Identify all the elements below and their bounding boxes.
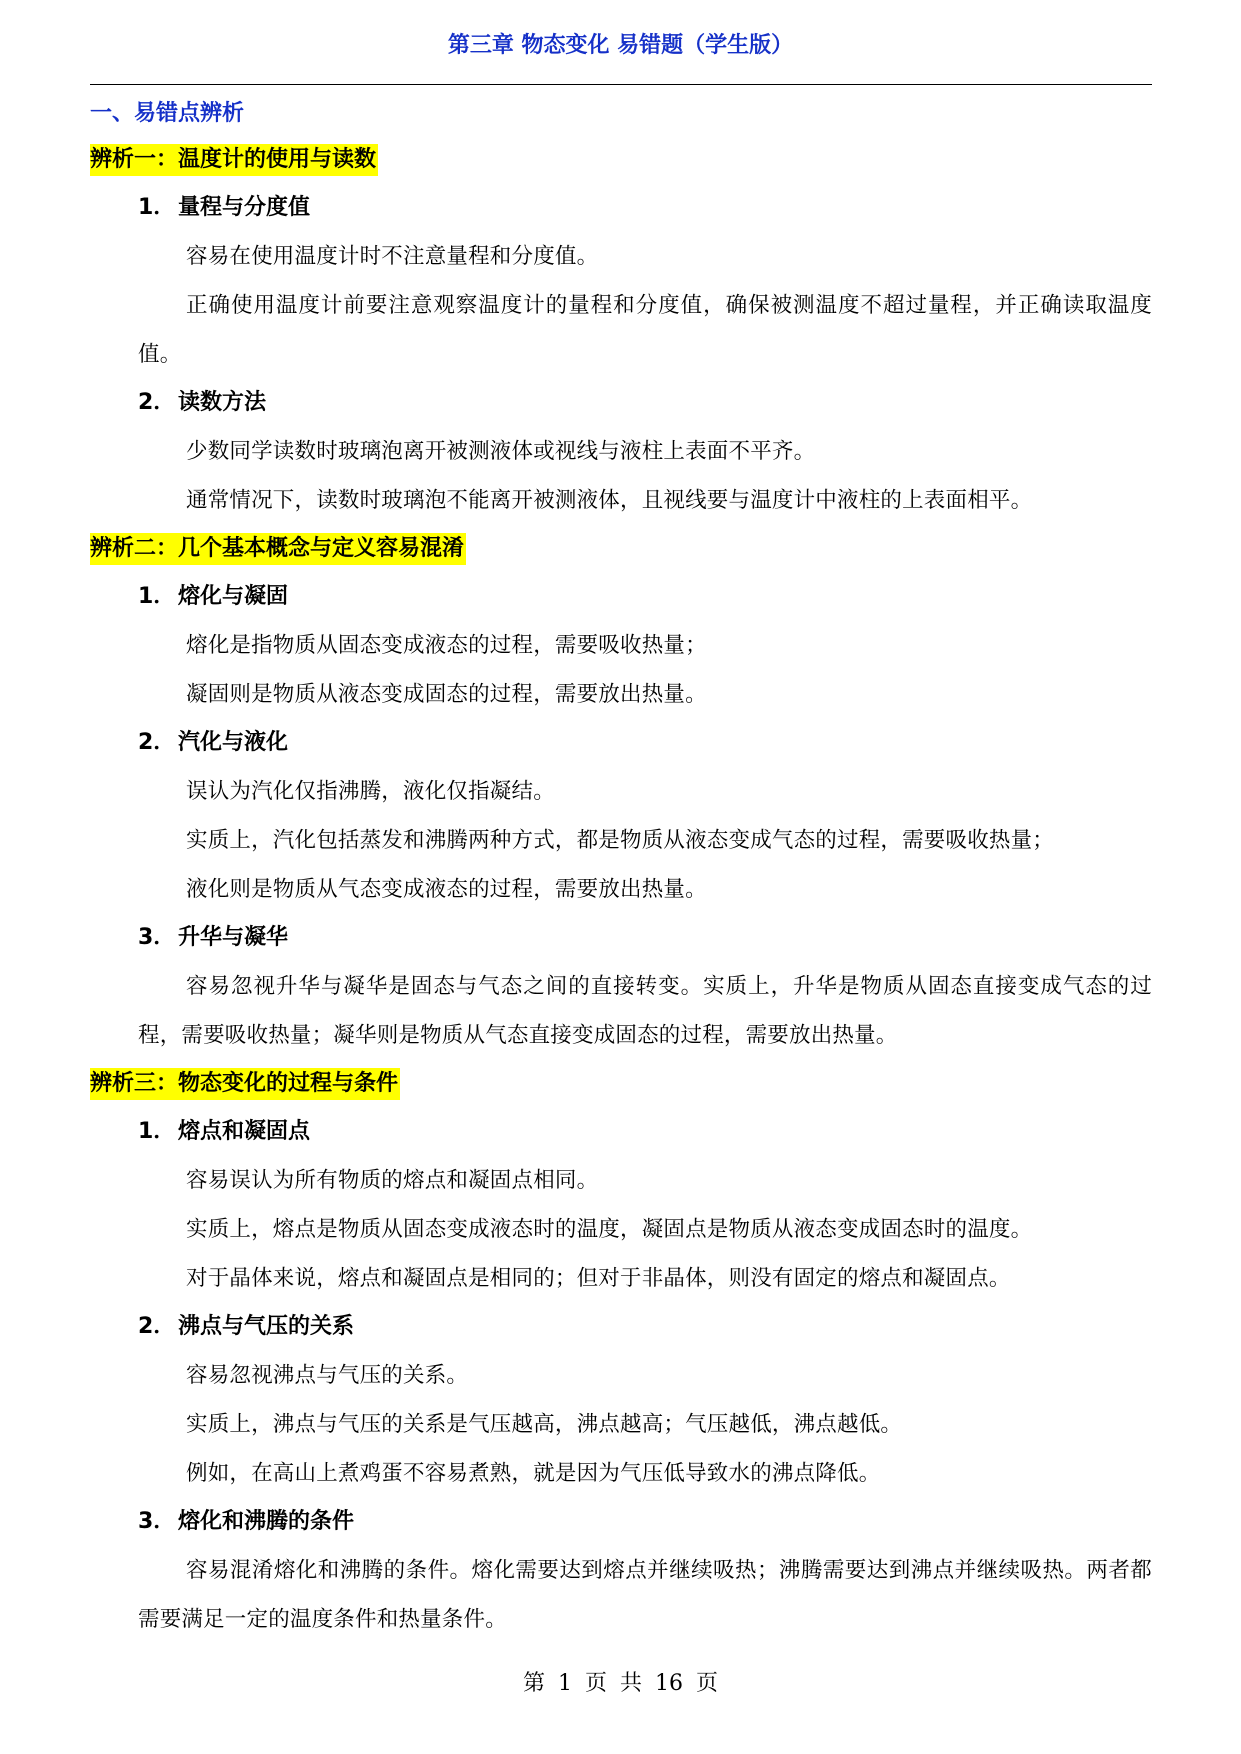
analysis-3: [90, 1060, 1152, 1108]
item-title: 熔化与凝固: [178, 584, 289, 609]
item-number: 2．: [138, 1314, 176, 1339]
analysis-1: [90, 136, 1152, 184]
paragraph: 对于晶体来说，熔点和凝固点是相同的；但对于非晶体，则没有固定的熔点和凝固点。: [186, 1266, 1011, 1291]
item-number: 1．: [138, 584, 176, 609]
item-heading: [90, 379, 1152, 427]
item-number: 1．: [138, 195, 176, 220]
item-heading: [90, 1303, 1152, 1351]
paragraph: 凝固则是物质从液态变成固态的过程，需要放出热量。: [186, 682, 707, 707]
item-heading: [90, 1108, 1152, 1156]
item-heading: [90, 184, 1152, 232]
paragraph: 误认为汽化仅指沸腾，液化仅指凝结。: [186, 779, 555, 804]
document-body: [90, 92, 1152, 1644]
item-title: 熔化和沸腾的条件: [178, 1509, 355, 1534]
paragraph: 少数同学读数时玻璃泡离开被测液体或视线与液柱上表面不平齐。: [186, 439, 816, 464]
analysis-title: 辨析一：温度计的使用与读数: [90, 144, 378, 176]
item-heading: [90, 1498, 1152, 1546]
item-number: 3．: [138, 925, 176, 950]
header-divider: [90, 84, 1152, 85]
item-heading: [90, 719, 1152, 767]
page-number: 第 1 页 共 16 页: [523, 1671, 718, 1696]
paragraph: 容易忽视沸点与气压的关系。: [186, 1363, 469, 1388]
item-heading: [90, 914, 1152, 962]
paragraph: 正确使用温度计前要注意观察温度计的量程和分度值，确保被测温度不超过量程，并正确读取温度值。: [138, 293, 1152, 367]
item-title: 沸点与气压的关系: [178, 1314, 355, 1339]
item-title: 读数方法: [178, 390, 267, 415]
paragraph: 通常情况下，读数时玻璃泡不能离开被测液体，且视线要与温度计中液柱的上表面相平。: [186, 488, 1033, 513]
item-title: 汽化与液化: [178, 730, 289, 755]
item-number: 2．: [138, 390, 176, 415]
paragraph: 实质上，熔点是物质从固态变成液态时的温度，凝固点是物质从液态变成固态时的温度。: [186, 1217, 1033, 1242]
item-title: 升华与凝华: [178, 925, 289, 950]
paragraph: 容易误认为所有物质的熔点和凝固点相同。: [186, 1168, 599, 1193]
paragraph: 实质上，汽化包括蒸发和沸腾两种方式，都是物质从液态变成气态的过程，需要吸收热量；: [186, 828, 1055, 853]
page-header-title: 第三章 物态变化 易错题（学生版）: [447, 33, 794, 58]
section-title: 一、易错点辨析: [90, 101, 245, 126]
paragraph: 例如，在高山上煮鸡蛋不容易煮熟，就是因为气压低导致水的沸点降低。: [186, 1461, 881, 1486]
paragraph: 液化则是物质从气态变成液态的过程，需要放出热量。: [186, 877, 707, 902]
paragraph: 实质上，沸点与气压的关系是气压越高，沸点越高；气压越低，沸点越低。: [186, 1412, 903, 1437]
analysis-title: 辨析二：几个基本概念与定义容易混淆: [90, 533, 466, 565]
item-title: 熔点和凝固点: [178, 1119, 311, 1144]
item-number: 2．: [138, 730, 176, 755]
item-number: 3．: [138, 1509, 176, 1534]
paragraph: 容易忽视升华与凝华是固态与气态之间的直接转变。实质上，升华是物质从固态直接变成气态的过程，需要吸收热量；凝华则是物质从气态直接变成固态的过程，需要放出热量。: [138, 974, 1152, 1048]
analysis-title: 辨析三：物态变化的过程与条件: [90, 1068, 400, 1100]
paragraph: 容易在使用温度计时不注意量程和分度值。: [186, 244, 599, 269]
paragraph: 熔化是指物质从固态变成液态的过程，需要吸收热量；: [186, 633, 707, 658]
paragraph: 容易混淆熔化和沸腾的条件。熔化需要达到熔点并继续吸热；沸腾需要达到沸点并继续吸热。两者都需要满足一定的温度条件和热量条件。: [138, 1558, 1152, 1632]
analysis-2: [90, 525, 1152, 573]
item-number: 1．: [138, 1119, 176, 1144]
item-heading: [90, 573, 1152, 621]
item-title: 量程与分度值: [178, 195, 311, 220]
